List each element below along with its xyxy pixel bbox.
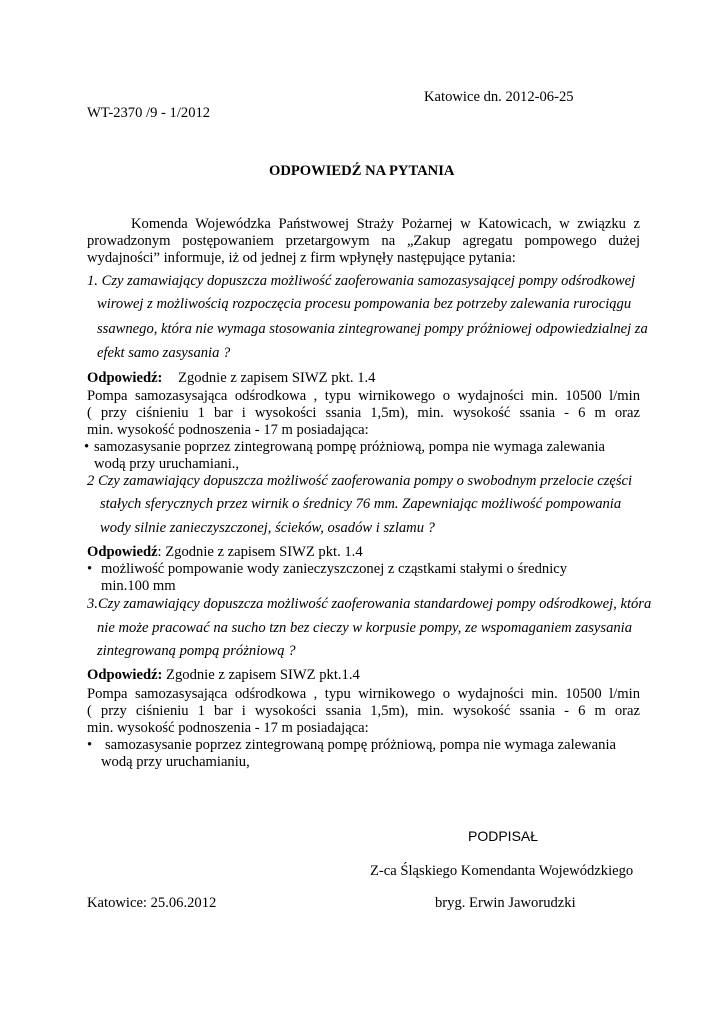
signature-date: Katowice: 25.06.2012 bbox=[87, 895, 217, 911]
question-line: 1. Czy zamawiający dopuszcza możliwość zaoferowania samozasysającej pompy odśrodkowej bbox=[87, 273, 636, 289]
bullet-text: samozasysanie poprzez zintegrowaną pompę próżniową, pompa nie wymaga zalewania bbox=[105, 737, 616, 753]
answer-label: Odpowiedź: bbox=[87, 370, 163, 386]
question-line: wirowej z możliwością rozpoczęcia procesu pompowania bez potrzeby zalewania rurociągu bbox=[97, 296, 632, 312]
question-line: 3.Czy zamawiający dopuszcza możliwość zaoferowania standardowej pompy odśrodkowej, która bbox=[87, 596, 652, 612]
bullet-text: możliwość pompowanie wody zanieczyszczonej z cząstkami stałymi o średnicy bbox=[101, 561, 568, 577]
intro-line: prowadzonym postępowaniem przetargowym na „Zakup agregatu pompowego dużej bbox=[87, 233, 640, 249]
answer-line: ( przy ciśnieniu 1 bar i wysokości ssania 1,5m), min. wysokość ssania - 6 m oraz bbox=[87, 405, 640, 421]
bullet-item bbox=[84, 439, 637, 456]
answer-label: Odpowiedź: bbox=[87, 667, 163, 683]
signature-role: Z-ca Śląskiego Komendanta Wojewódzkiego bbox=[370, 863, 634, 879]
question-line: stałych sferycznych przez wirnik o średnicy 76 mm. Zapewniając możliwość pompowania bbox=[100, 496, 622, 512]
place-date: Katowice dn. 2012-06-25 bbox=[424, 89, 574, 105]
bullet-item bbox=[87, 561, 640, 578]
bullet-icon: • bbox=[87, 737, 93, 753]
question-line: nie może pracować na sucho tzn bez cieczy w korpusie pompy, ze wspomaganiem zasysania bbox=[97, 620, 633, 636]
question-line: ssawnego, która nie wymaga stosowania zintegrowanej pompy próżniowej odpowiedzialnej za bbox=[97, 321, 648, 337]
intro-line: Komenda Wojewódzka Państwowej Straży Pożarnej w Katowicach, w związku z bbox=[131, 216, 640, 232]
bullet-continuation: wodą przy uruchamianiu, bbox=[101, 754, 250, 770]
answer-line: Pompa samozasysająca odśrodkowa , typu wirnikowego o wydajności min. 10500 l/min bbox=[87, 388, 640, 404]
bullet-text: samozasysanie poprzez zintegrowaną pompę próżniową, pompa nie wymaga zalewania bbox=[94, 439, 605, 455]
answer-heading bbox=[87, 544, 640, 561]
answer-lead: Zgodnie z zapisem SIWZ pkt. 1.4 bbox=[178, 370, 376, 386]
page-title: ODPOWIEDŹ NA PYTANIA bbox=[269, 163, 455, 179]
signature-label: PODPISAŁ bbox=[468, 828, 539, 844]
answer-label: Odpowiedź bbox=[87, 544, 158, 560]
bullet-continuation: min.100 mm bbox=[101, 578, 176, 594]
bullet-icon: • bbox=[87, 561, 93, 577]
answer-lead: : Zgodnie z zapisem SIWZ pkt. 1.4 bbox=[157, 544, 363, 560]
signature-name: bryg. Erwin Jaworudzki bbox=[435, 895, 576, 911]
answer-heading bbox=[87, 370, 640, 387]
question-line: efekt samo zasysania ? bbox=[97, 345, 231, 361]
answer-lead: Zgodnie z zapisem SIWZ pkt.1.4 bbox=[162, 667, 360, 683]
question-line: 2 Czy zamawiający dopuszcza możliwość zaoferowania pompy o swobodnym przelocie części bbox=[87, 473, 633, 489]
reference-number: WT-2370 /9 - 1/2012 bbox=[87, 105, 211, 121]
answer-line: min. wysokość podnoszenia - 17 m posiadająca: bbox=[87, 720, 369, 736]
answer-heading bbox=[87, 667, 640, 684]
question-line: zintegrowaną pompą próżniową ? bbox=[97, 643, 296, 659]
intro-line: wydajności” informuje, iż od jednej z firm wpłynęły następujące pytania: bbox=[87, 250, 516, 266]
question-line: wody silnie zanieczyszczonej, ścieków, osadów i szlamu ? bbox=[100, 520, 435, 536]
bullet-icon: • bbox=[84, 439, 90, 455]
bullet-continuation: wodą przy uruchamiani., bbox=[94, 456, 240, 472]
answer-line: ( przy ciśnieniu 1 bar i wysokości ssania 1,5m), min. wysokość ssania - 6 m oraz bbox=[87, 703, 640, 719]
answer-line: Pompa samozasysająca odśrodkowa , typu wirnikowego o wydajności min. 10500 l/min bbox=[87, 686, 640, 702]
bullet-item bbox=[87, 737, 640, 754]
answer-line: min. wysokość podnoszenia - 17 m posiadająca: bbox=[87, 422, 369, 438]
